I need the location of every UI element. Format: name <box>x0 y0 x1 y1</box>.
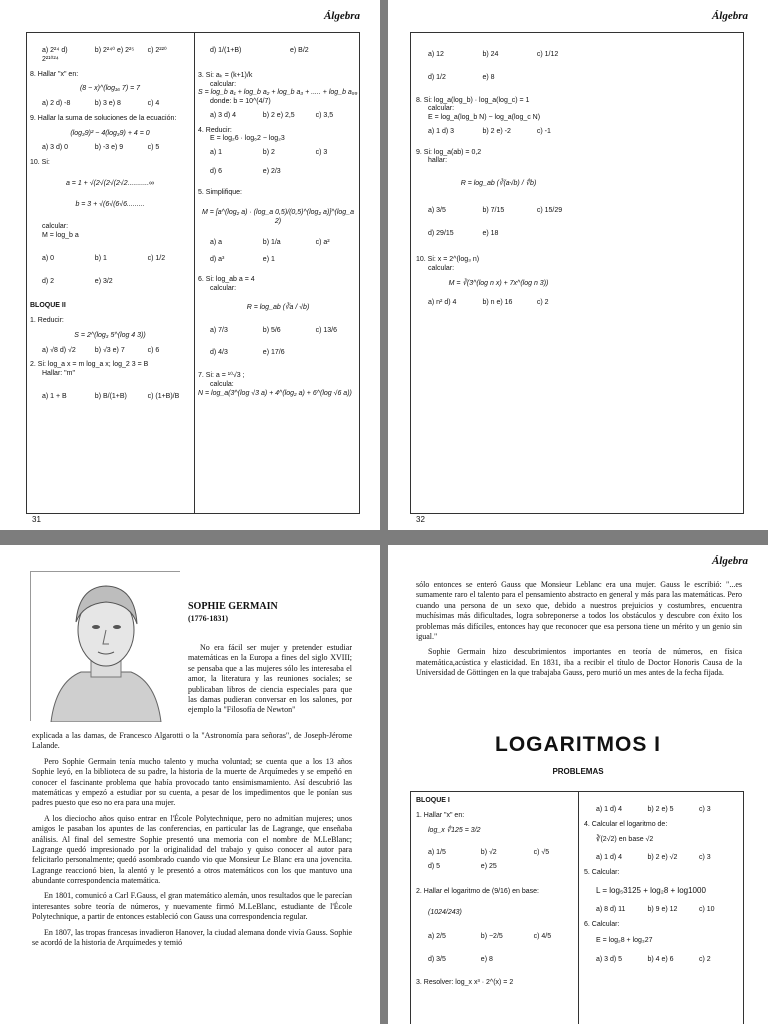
question-2: 2. Hallar el logaritmo de (9/16) en base: <box>416 887 539 895</box>
paragraph: En 1807, las tropas francesas invadieron Hanover, la ciudad alemana donde vivía Gauss. Sophie se acordó de la historia de Arquímedes y temió <box>32 927 352 948</box>
option: d) 6 <box>210 167 223 175</box>
equation: (log₃9)² − 4(log₃9) + 4 = 0 <box>70 129 150 137</box>
left-column <box>30 42 190 402</box>
calc-label: calcula: <box>210 380 234 388</box>
option: a) 7/3 <box>210 326 228 334</box>
option: c) 3 <box>315 149 328 156</box>
option: a) 3/5 <box>428 206 446 214</box>
section-title: BLOQUE I <box>416 797 450 804</box>
option: c) 3,5 <box>315 111 334 119</box>
option: c) (1+B)/B <box>147 392 180 400</box>
equation: R = log_ab (∛(a√b) / ∜b) <box>460 180 537 187</box>
option: b) B/(1+B) <box>94 392 127 400</box>
option: a) 3 d) 5 <box>596 956 623 963</box>
option: c) 2 <box>536 298 549 306</box>
option: b) √2 <box>480 849 497 857</box>
page-31 <box>0 0 380 530</box>
equation: log_x ∜125 = 3/2 <box>428 826 481 834</box>
page-number: 32 <box>416 515 425 524</box>
option: b) 2 <box>262 149 275 156</box>
equation: ∛(2√2) en base √2 <box>596 835 654 843</box>
option: b) 24 <box>482 51 499 58</box>
equation: (1024/243) <box>428 908 462 916</box>
page-33 <box>0 545 380 1024</box>
page-34 <box>388 545 768 1024</box>
chapter-title: LOGARITMOS I <box>495 733 661 756</box>
question-8: 8. Hallar "x" en: <box>30 70 79 78</box>
option: c) a² <box>315 238 330 246</box>
column <box>416 46 581 307</box>
calc-label: hallar: <box>428 157 448 165</box>
option: b) 9 e) 12 <box>647 905 678 913</box>
question-5: 5. Simplifique: <box>198 188 242 196</box>
question-8: 8. Si: log_a(log_b) · log_a(log_c) = 1 <box>416 96 530 104</box>
option: d) 29/15 <box>428 229 454 237</box>
question-6: 6. Si: log_ab a = 4 <box>198 276 255 284</box>
calc-label: calcular: <box>210 285 237 292</box>
equation: M = ∛(3^(log n x) + 7x^(log n 3)) <box>448 279 549 287</box>
option: d) 3/5 <box>428 956 446 963</box>
option: b) 2 e) 2,5 <box>262 111 295 119</box>
option: c) 4 <box>147 100 160 107</box>
column-divider <box>578 791 579 1024</box>
question-9: 9. Si: log_a(ab) = 0,2 <box>416 148 482 156</box>
option: e) 17/6 <box>262 349 285 357</box>
question-3: 3. Resolver: log_x x³ · 2^(x) = 2 <box>416 978 514 986</box>
page-number: 31 <box>32 515 41 524</box>
sophie-germain-portrait <box>31 572 181 722</box>
calc-label: calcular: <box>42 223 69 231</box>
equation: b = 3 + √(6√(6√6......... <box>75 200 145 208</box>
option: a) 12 <box>428 51 444 58</box>
option: a) 2²⁴ d) 2²¹⁰²⁴ <box>42 47 68 63</box>
option: c) 2²²⁰ <box>147 47 167 54</box>
option: e) 8 <box>482 73 495 81</box>
option: b) √3 e) 7 <box>94 346 125 354</box>
question-10: 10. Si: x = 2^(log₃ n) <box>416 256 480 264</box>
calc-label: calcular: <box>428 105 455 113</box>
option: d) 4/3 <box>210 349 228 357</box>
equation: S = log_b a₁ + log_b a₂ + log_b a₃ + ..... + log_b a₉₉ <box>198 89 358 97</box>
section-title: BLOQUE II <box>30 302 66 310</box>
calc-label: calcular: <box>210 80 237 88</box>
option: b) 3 e) 8 <box>94 100 121 107</box>
paragraph: Sophie Germain hizo descubrimientos importantes en teoría de números, en física matemática,acústica y elasticidad. En 1831, iba a recibir el título de Doctor Honoris Causa de la Universidad de Göttingen en la que trabajaba Gauss, pero murió un mes antes de la fecha fijada. <box>416 647 742 678</box>
option: b) 1 <box>94 254 107 262</box>
paragraph: A los dieciocho años quiso entrar en l'École Polytechnique, pero no admitían mujeres; unos amigos le pasaban los apuntes de las conferencias, en particular las de Lagrange, que enseñaba análisis. Al final del semestre Sophie presentó una memoria con el nombre de M.LeBlanc; Lagrange quedó impresionado por la originalidad del trabajo y quiso conocer al autor para felicitarlo personalmente; quedó asombrado cuando vio que Monsieur Le Blanc era una jovencita. Lagrange reaccionó bien, la alentó y le presentó a otros matemáticos con los que mantuvo una abundante correspondencia matemática. <box>32 813 352 886</box>
question-1: 1. Hallar "x" en: <box>416 811 465 819</box>
question-3: 3. Si: aₖ = (k+1)/k <box>198 71 253 79</box>
option: c) 4/5 <box>533 933 552 941</box>
biography-name: SOPHIE GERMAIN <box>188 601 278 612</box>
option: e) B/2 <box>290 47 309 54</box>
equation: E = log₂8 + log₃27 <box>596 937 653 945</box>
option: b) 2 e) -2 <box>482 127 511 135</box>
question-4: 4. Calcular el logaritmo de: <box>584 820 668 828</box>
option: b) n e) 16 <box>482 298 513 306</box>
option: a) 1 d) 4 <box>596 806 623 813</box>
option: d) a³ <box>210 255 225 263</box>
biography-body <box>32 731 352 953</box>
question-7: 7. Si: a = ¹⁰√3 ; <box>198 372 245 379</box>
question-2: 2. Si: log_a x = m log_a x; log_2 3 = B <box>30 361 149 369</box>
equation: E = log₂6 · log₆2 − log₂3 <box>210 135 285 143</box>
equation: M = log_b a <box>42 232 79 239</box>
question-4: 4. Reducir: <box>198 126 232 134</box>
right-column <box>198 42 358 398</box>
option: b) 4 e) 6 <box>647 956 674 963</box>
chapter-subtitle: PROBLEMAS <box>552 767 604 776</box>
option: c) 3 <box>698 854 711 862</box>
equation: L = log₅3125 + log₂8 + log1000 <box>596 885 706 895</box>
option: a) 2 d) -8 <box>42 100 71 107</box>
question-5: 5. Calcular: <box>584 869 620 876</box>
option: c) 6 <box>147 346 160 354</box>
option: d) 1/2 <box>428 73 446 81</box>
biography-intro <box>188 643 352 721</box>
option: a) 3 d) 0 <box>42 144 69 152</box>
option: a) 0 <box>42 254 55 262</box>
equation: S = 2^(log₃ 5^(log 4 3)) <box>74 331 146 339</box>
option: c) 3 <box>698 806 711 813</box>
page-32 <box>388 0 768 530</box>
portrait-illustration <box>30 571 180 721</box>
question-6: 6. Calcular: <box>584 920 620 928</box>
option: c) 1/2 <box>147 254 166 262</box>
option: a) 2/5 <box>428 933 446 941</box>
option: b) 1/a <box>262 238 281 246</box>
option: a) √8 d) √2 <box>42 346 76 354</box>
option: a) 1/5 <box>428 849 446 857</box>
option: e) 1 <box>262 255 275 263</box>
option: c) 13/6 <box>315 326 337 334</box>
question-9: 9. Hallar la suma de soluciones de la ecuación: <box>30 114 177 122</box>
paragraph: No era fácil ser mujer y pretender estudiar matemáticas en la Europa a fines del siglo XVIII; se pensaba que a las mujeres sólo les interesaba el amor, la literatura y las reuniones sociales; se publicaban libros de ciencia especiales para que las damas pudieran conversar en los salones, por ejemplo la "Filosofía de Newton" <box>188 643 352 715</box>
option: b) 5/6 <box>262 326 281 334</box>
option: b) 7/15 <box>482 206 505 214</box>
equation-note: donde: b = 10^(4/7) <box>210 98 271 105</box>
option: d) 2 <box>42 277 55 285</box>
option: e) 2/3 <box>262 167 281 175</box>
option: d) 1/(1+B) <box>210 47 242 54</box>
question-2-line: Hallar: "m" <box>42 370 75 377</box>
option: e) 8 <box>480 956 493 963</box>
equation: M = [a^(log₂ a) · (log_a 0,5)/(0,5)^(log₂ a)]^(log_a 2) <box>202 209 354 225</box>
option: b) −2/5 <box>480 933 503 941</box>
paragraph: explicada a las damas, de Francesco Algarotti o la "Astronomía para señoras", de Joseph-Jérome Lalande. <box>32 731 352 751</box>
right-column <box>584 801 740 965</box>
left-column <box>416 797 576 988</box>
option: a) 1 <box>210 149 223 156</box>
option: c) 2 <box>698 956 711 963</box>
paragraph: Pero Sophie Germain tenía mucho talento y mucha voluntad; se cuenta que a los 13 años Sophie leyó, en la biblioteca de su padre, la historia de la muerte de Arquímedes y se empeñó en conocer el fascinante problema que había provocado tanto ensimismamiento. Así descubrió las matemáticas y empezó a estudiar por su cuenta, a pesar de los impedimentos que le ponían sus padres puesto que eso no era para una mujer. <box>32 756 352 808</box>
column-divider <box>194 32 195 514</box>
paragraph: sólo entonces se enteró Gauss que Monsieur Leblanc era una mujer. Gauss le escribió: "...es sumamente raro el talento para el pensamiento abstracto en general y más para las matemáticas. Pero cuando una persona de un sexo que, debido a nuestros prejuicios y costumbres, encuentra muchísimas más dificultades, logra sobreponerse a todos los obstáculos y descubre con éxito los problemas más difíciles, entonces hay que reconocer que esa persona tiene un mérito y un genio sin igual." <box>416 580 742 641</box>
equation: R = log_ab (∛a / √b) <box>246 303 310 311</box>
option: c) 10 <box>698 905 715 913</box>
option: c) √5 <box>533 849 550 857</box>
equation: a = 1 + √(2√(2√(2√2...........∞ <box>65 179 155 187</box>
calc-label: calcular: <box>428 265 455 272</box>
question-1: 1. Reducir: <box>30 317 64 324</box>
page-header: Álgebra <box>323 10 360 22</box>
option: e) 25 <box>480 863 497 870</box>
biography-years: (1776-1831) <box>188 614 228 623</box>
paragraph: En 1801, comunicó a Carl F.Gauss, el gran matemático alemán, unos resultados que le parecían interesantes sobre teoría de números, y nuevamente firmó M.LeBlanc, estudiante de l'École Polytechnique, a partir de entonces estableció con Gauss una correspondencia regular. <box>32 891 352 922</box>
equation: (8 − x)^(log₁₆ 7) = 7 <box>79 85 141 93</box>
option: c) -1 <box>536 127 551 135</box>
option: a) 3 d) 4 <box>210 111 237 119</box>
option: a) 1 d) 3 <box>428 127 455 135</box>
option: a) 8 d) 11 <box>596 905 626 913</box>
option: a) a <box>210 238 223 246</box>
option: a) n² d) 4 <box>428 298 457 306</box>
option: e) 18 <box>482 229 499 237</box>
option: c) 15/29 <box>536 206 563 214</box>
option: a) 1 d) 4 <box>596 854 623 862</box>
option: d) 5 <box>428 863 441 870</box>
page-header: Álgebra <box>711 555 748 567</box>
option: e) 3/2 <box>94 277 113 285</box>
biography-continued <box>416 580 742 684</box>
option: b) -3 e) 9 <box>94 144 124 152</box>
option: c) 5 <box>147 144 160 152</box>
equation: N = log_a(3^(log √3 a) + 4^(log₂ a) + 6^(log √6 a)) <box>198 389 352 397</box>
option: b) 2 e) 5 <box>647 806 674 813</box>
option: a) 1 + B <box>42 392 67 400</box>
option: b) 2²⁴⁰ e) 2²⁵ <box>94 47 135 54</box>
page-header: Álgebra <box>711 10 748 22</box>
option: c) 1/12 <box>536 51 559 58</box>
option: b) 2 e) √2 <box>647 854 678 862</box>
equation: E = log_a(log_b N) − log_a(log_c N) <box>428 114 541 121</box>
question-10: 10. Si: <box>30 159 50 166</box>
